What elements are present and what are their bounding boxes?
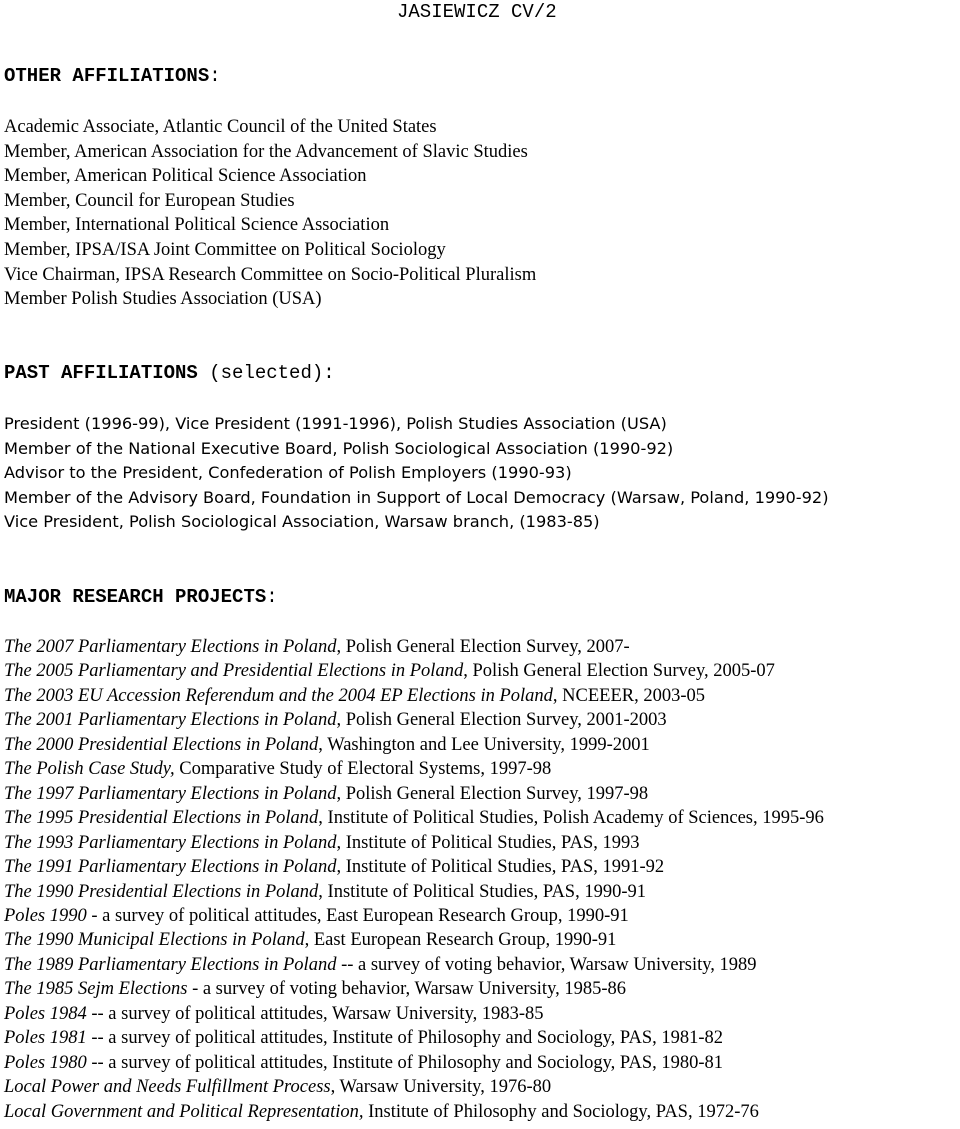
- project-item: [4, 904, 824, 928]
- project-title: The 1991 Parliamentary Elections in Poland: [4, 857, 337, 878]
- project-details: -- a survey of political attitudes, Institute of Philosophy and Sociology, PAS, 1981-82: [86, 1028, 724, 1049]
- research-projects-heading-suffix: :: [266, 586, 278, 608]
- project-item: [4, 806, 824, 830]
- project-title: The 2005 Parliamentary and Presidential Elections in Poland: [4, 661, 464, 682]
- list-item: President (1996-99), Vice President (1991-1996), Polish Studies Association (USA): [4, 414, 667, 433]
- list-item: Advisor to the President, Confederation of Polish Employers (1990-93): [4, 463, 572, 483]
- past-affiliations-heading-text: PAST AFFILIATIONS: [4, 362, 198, 384]
- list-item: Member, IPSA/ISA Joint Committee on Political Sociology: [4, 239, 446, 260]
- project-item: [4, 1100, 824, 1124]
- project-details: , Polish General Election Survey, 2001-2003: [336, 710, 667, 731]
- project-title: The 1993 Parliamentary Elections in Poland: [4, 832, 337, 853]
- project-details: -- a survey of political attitudes, Warsaw University, 1983-85: [86, 1003, 544, 1024]
- project-item: [4, 928, 824, 952]
- project-details: , East European Research Group, 1990-91: [304, 930, 617, 951]
- project-details: -- a survey of political attitudes, Institute of Philosophy and Sociology, PAS, 1980-81: [86, 1052, 724, 1073]
- project-details: , NCEEER, 2003-05: [552, 685, 706, 706]
- list-item: Vice Chairman, IPSA Research Committee on Socio-Political Pluralism: [4, 264, 537, 285]
- project-details: , Warsaw University, 1976-80: [330, 1077, 552, 1098]
- research-projects-list: [4, 635, 824, 1124]
- project-item: [4, 1051, 824, 1075]
- list-item: Vice President, Polish Sociological Association, Warsaw branch, (1983-85): [4, 512, 600, 532]
- project-details: , Institute of Political Studies, Polish Academy of Sciences, 1995-96: [318, 808, 824, 829]
- project-title: Poles 1984: [4, 1003, 87, 1024]
- list-item: Academic Associate, Atlantic Council of the United States: [4, 117, 437, 137]
- list-item: Member, American Association for the Advancement of Slavic Studies: [4, 141, 528, 162]
- other-affiliations-heading-text: OTHER AFFILIATIONS: [4, 65, 210, 87]
- list-item: Member of the Advisory Board, Foundation in Support of Local Democracy (Warsaw, Poland, 1990-92): [4, 487, 829, 507]
- project-details: Comparative Study of Electoral Systems, 1997-98: [174, 759, 552, 780]
- project-title: The 1985 Sejm Elections: [4, 979, 188, 1000]
- project-item: [4, 635, 824, 659]
- project-details: - a survey of voting behavior, Warsaw University, 1985-86: [187, 979, 627, 1000]
- research-projects-heading-text: MAJOR RESEARCH PROJECTS: [4, 586, 267, 608]
- project-title: The 1989 Parliamentary Elections in Poland: [4, 954, 337, 975]
- project-title: The 1995 Presidential Elections in Poland: [4, 808, 319, 829]
- list-item: Member of the National Executive Board, Polish Sociological Association (1990-92): [4, 438, 674, 458]
- past-affiliations-list: [4, 412, 829, 535]
- project-item: [4, 733, 824, 757]
- project-details: -- a survey of voting behavior, Warsaw University, 1989: [336, 954, 757, 975]
- project-title: The 1990 Presidential Elections in Poland: [4, 881, 319, 902]
- project-item: [4, 684, 824, 708]
- project-title: Poles 1990: [4, 905, 87, 926]
- project-details: , Polish General Election Survey, 2007-: [336, 637, 630, 657]
- project-details: - a survey of political attitudes, East European Research Group, 1990-91: [86, 905, 629, 926]
- page-header: JASIEWICZ CV/2: [397, 1, 557, 23]
- project-item: [4, 831, 824, 855]
- project-item: [4, 782, 824, 806]
- project-title: The 1990 Municipal Elections in Poland: [4, 930, 305, 951]
- project-details: , Washington and Lee University, 1999-2001: [318, 734, 650, 755]
- project-title: The 2003 EU Accession Referendum and the 2004 EP Elections in Poland: [4, 685, 553, 706]
- project-item: [4, 855, 824, 879]
- project-item: [4, 953, 824, 977]
- project-item: [4, 708, 824, 732]
- research-projects-heading: [4, 586, 278, 608]
- project-item: [4, 1026, 824, 1050]
- project-details: , Institute of Political Studies, PAS, 1990-91: [318, 881, 647, 902]
- list-item: Member Polish Studies Association (USA): [4, 289, 322, 310]
- project-title: Local Government and Political Representation,: [4, 1101, 364, 1122]
- project-item: [4, 880, 824, 904]
- project-title: The 1997 Parliamentary Elections in Poland: [4, 783, 337, 804]
- project-title: Local Power and Needs Fulfillment Process: [4, 1077, 331, 1098]
- project-item: [4, 757, 824, 781]
- past-affiliations-heading: [4, 362, 335, 384]
- other-affiliations-list: [4, 115, 536, 312]
- project-details: , Polish General Election Survey, 2005-07: [463, 661, 775, 682]
- project-details: , Polish General Election Survey, 1997-98: [336, 783, 649, 804]
- project-title: The Polish Case Study,: [4, 759, 175, 780]
- project-item: [4, 1002, 824, 1026]
- project-item: [4, 1075, 824, 1099]
- project-title: Poles 1981: [4, 1028, 87, 1049]
- other-affiliations-heading-suffix: :: [209, 65, 221, 87]
- project-title: The 2001 Parliamentary Elections in Poland: [4, 710, 337, 731]
- past-affiliations-heading-suffix: (selected):: [197, 362, 335, 384]
- project-details: , Institute of Political Studies, PAS, 1991-92: [336, 857, 665, 878]
- list-item: Member, International Political Science Association: [4, 215, 390, 236]
- project-title: The 2000 Presidential Elections in Poland: [4, 734, 319, 755]
- other-affiliations-heading: [4, 65, 221, 87]
- project-item: [4, 977, 824, 1001]
- project-details: , Institute of Political Studies, PAS, 1993: [336, 832, 640, 853]
- list-item: Member, American Political Science Association: [4, 166, 367, 187]
- project-title: The 2007 Parliamentary Elections in Poland: [4, 637, 337, 657]
- project-title: Poles 1980: [4, 1052, 87, 1073]
- project-details: Institute of Philosophy and Sociology, PAS, 1972-76: [363, 1101, 759, 1122]
- list-item: Member, Council for European Studies: [4, 190, 295, 211]
- project-item: [4, 659, 824, 683]
